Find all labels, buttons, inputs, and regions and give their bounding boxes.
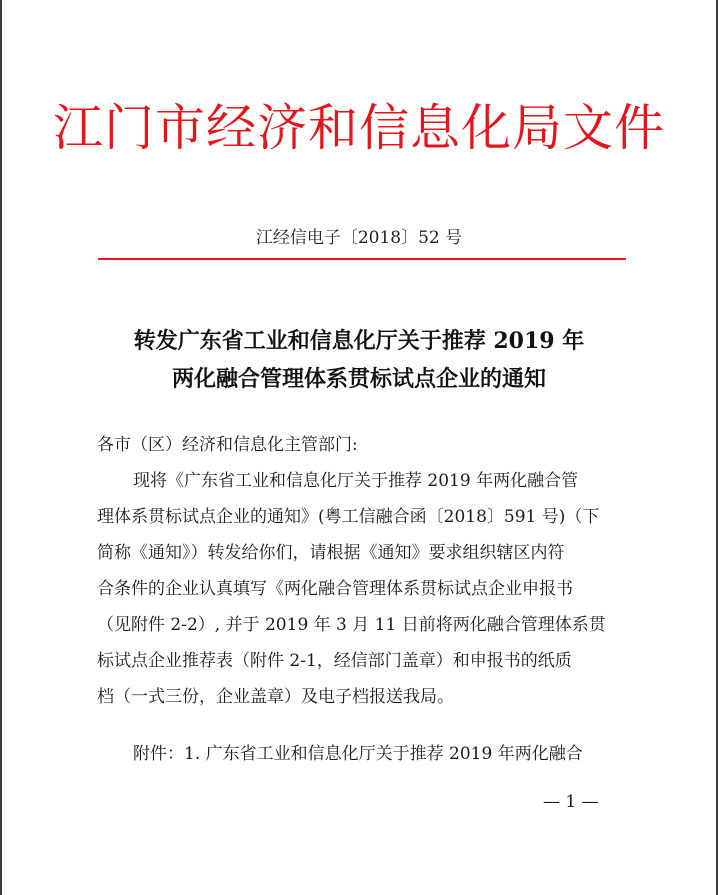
body-line-7: 档（一式三份，企业盖章）及电子档报送我局。	[97, 687, 454, 707]
red-divider-line	[98, 258, 626, 260]
document-number: 江经信电子〔2018〕52 号	[255, 228, 463, 248]
attachment-line: 附件：1. 广东省工业和信息化厅关于推荐 2019 年两化融合	[133, 744, 583, 764]
body-line-3: 简称《通知》）转发给你们，请根据《通知》要求组织辖区内符	[97, 543, 565, 563]
addressee: 各市（区）经济和信息化主管部门:	[97, 435, 358, 455]
page-number: — 1 —	[543, 792, 599, 812]
body-line-4: 合条件的企业认真填写《两化融合管理体系贯标试点企业申报书	[97, 579, 573, 599]
document-title	[0, 322, 718, 398]
body-line-5: （见附件 2-2）, 并于 2019 年 3 月 11 日前将两化融合管理体系贯	[97, 615, 606, 635]
document-title-line-2: 两化融合管理体系贯标试点企业的通知	[171, 366, 546, 392]
body-line-6: 标试点企业推荐表（附件 2-1，经信部门盖章）和申报书的纸质	[97, 651, 572, 671]
document-title-line-1: 转发广东省工业和信息化厅关于推荐 2019 年	[133, 328, 585, 354]
body-line-1: 现将《广东省工业和信息化厅关于推荐 2019 年两化融合管	[133, 471, 579, 491]
red-header-title: 江门市经济和信息化局文件	[53, 99, 665, 157]
body-line-2: 理体系贯标试点企业的通知》(粤工信融合函〔2018〕591 号)（下	[97, 507, 600, 527]
